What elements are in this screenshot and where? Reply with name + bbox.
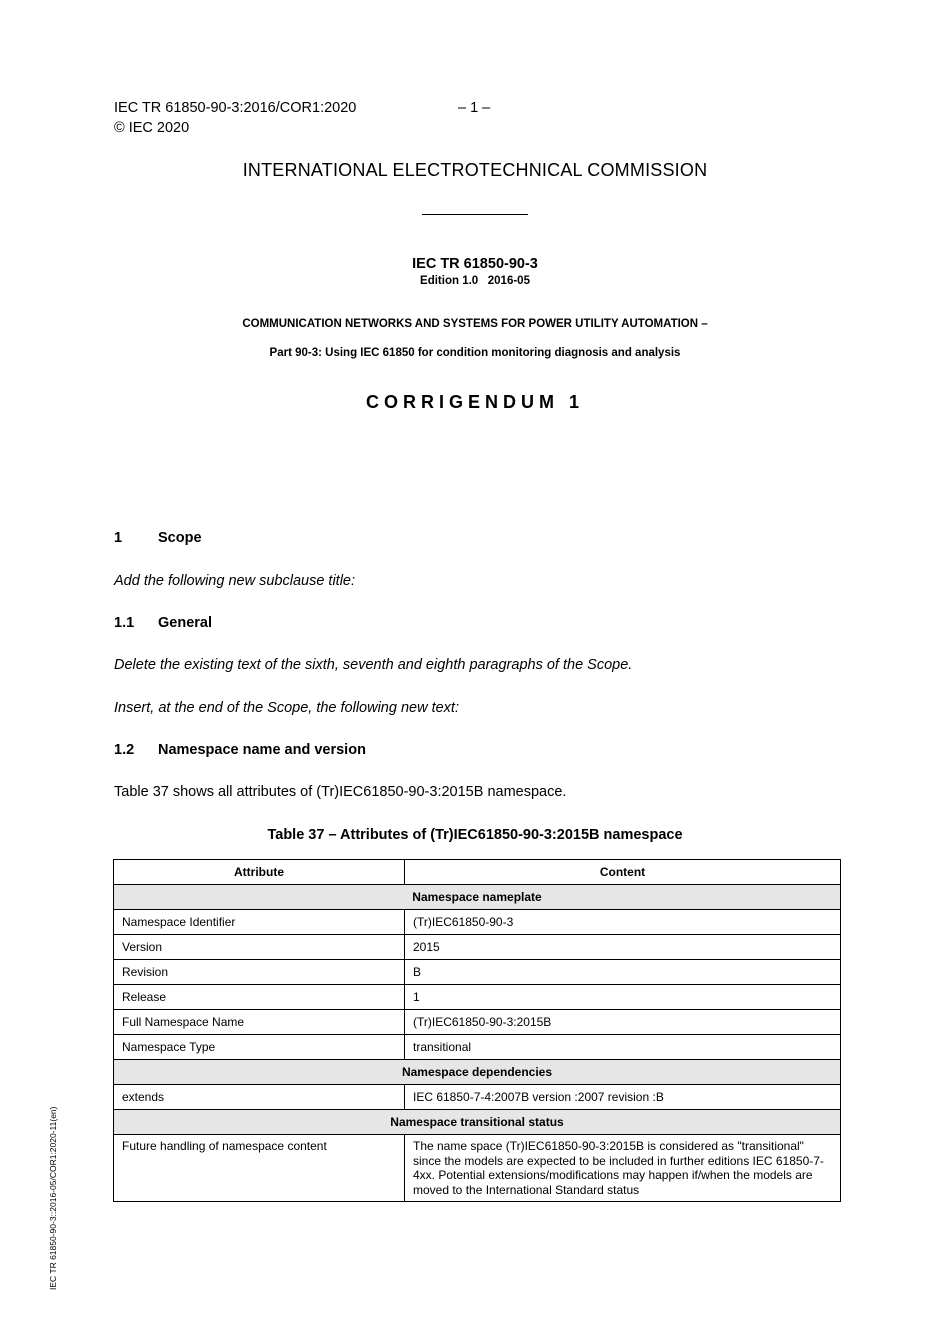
series-title: COMMUNICATION NETWORKS AND SYSTEMS FOR POWER UTILITY AUTOMATION – [242,318,708,330]
content-cell: B [405,960,841,985]
heading-text: Scope [158,530,202,546]
attribute-cell: Namespace Type [114,1035,405,1060]
copyright-notice: © IEC 2020 [114,120,190,136]
table-caption: Table 37 – Attributes of (Tr)IEC61850-90-3:2015B namespace [267,827,683,843]
table-row [114,935,841,960]
column-header-attribute: Attribute [114,860,405,885]
attribute-cell: extends [114,1085,405,1110]
content-cell: transitional [405,1035,841,1060]
table-row [114,1035,841,1060]
table-row [114,1010,841,1035]
content-cell: The name space (Tr)IEC61850-90-3:2015B is considered as "transitional" since the models are expected to be included in further editions IEC 61850-7-4xx. Potential extensions/modifications may happen if/when the models are moved to the International Standard status [405,1135,841,1202]
heading-text: General [158,615,212,631]
table-row [114,910,841,935]
table-group-row [114,1060,841,1085]
document-reference: IEC TR 61850-90-3:2016/COR1:2020 [114,100,357,116]
group-label: Namespace dependencies [114,1060,841,1085]
column-header-content: Content [405,860,841,885]
content-cell: IEC 61850-7-4:2007B version :2007 revision :B [405,1085,841,1110]
table-group-row [114,885,841,910]
table-row [114,960,841,985]
page-number: – 1 – [458,100,491,116]
side-reference-note: IEC TR 61850-90-3::2016-05/COR1:2020-11(en) [48,1106,58,1290]
part-title: Part 90-3: Using IEC 61850 for condition monitoring diagnosis and analysis [269,347,681,359]
content-cell: 1 [405,985,841,1010]
attribute-cell: Full Namespace Name [114,1010,405,1035]
organization-name: INTERNATIONAL ELECTROTECHNICAL COMMISSION [242,160,708,180]
edition-info: Edition 1.0 2016-05 [420,275,530,287]
attributes-table [113,859,841,1202]
heading-general [114,615,212,631]
content-cell: 2015 [405,935,841,960]
attribute-cell: Version [114,935,405,960]
content-cell: (Tr)IEC61850-90-3:2015B [405,1010,841,1035]
body-paragraph: Table 37 shows all attributes of (Tr)IEC61850-90-3:2015B namespace. [114,784,567,800]
table-row [114,985,841,1010]
instruction-add-subclause: Add the following new subclause title: [114,573,356,589]
table-row [114,1085,841,1110]
heading-namespace [114,742,366,758]
attribute-cell: Revision [114,960,405,985]
corrigendum-title: CORRIGENDUM 1 [365,392,584,412]
attribute-cell: Namespace Identifier [114,910,405,935]
attribute-cell: Future handling of namespace content [114,1135,405,1202]
heading-number: 1.2 [114,742,135,758]
instruction-delete-text: Delete the existing text of the sixth, seventh and eighth paragraphs of the Scope. [114,657,633,673]
heading-text: Namespace name and version [158,742,366,758]
heading-number: 1 [114,530,123,546]
title-divider [422,214,528,215]
group-label: Namespace transitional status [114,1110,841,1135]
table-header-row [114,860,841,885]
content-cell: (Tr)IEC61850-90-3 [405,910,841,935]
heading-scope [114,530,202,546]
table-group-row [114,1110,841,1135]
table-row [114,1135,841,1202]
instruction-insert-text: Insert, at the end of the Scope, the following new text: [114,700,459,716]
attribute-cell: Release [114,985,405,1010]
heading-number: 1.1 [114,615,135,631]
group-label: Namespace nameplate [114,885,841,910]
standard-number: IEC TR 61850-90-3 [412,256,538,272]
